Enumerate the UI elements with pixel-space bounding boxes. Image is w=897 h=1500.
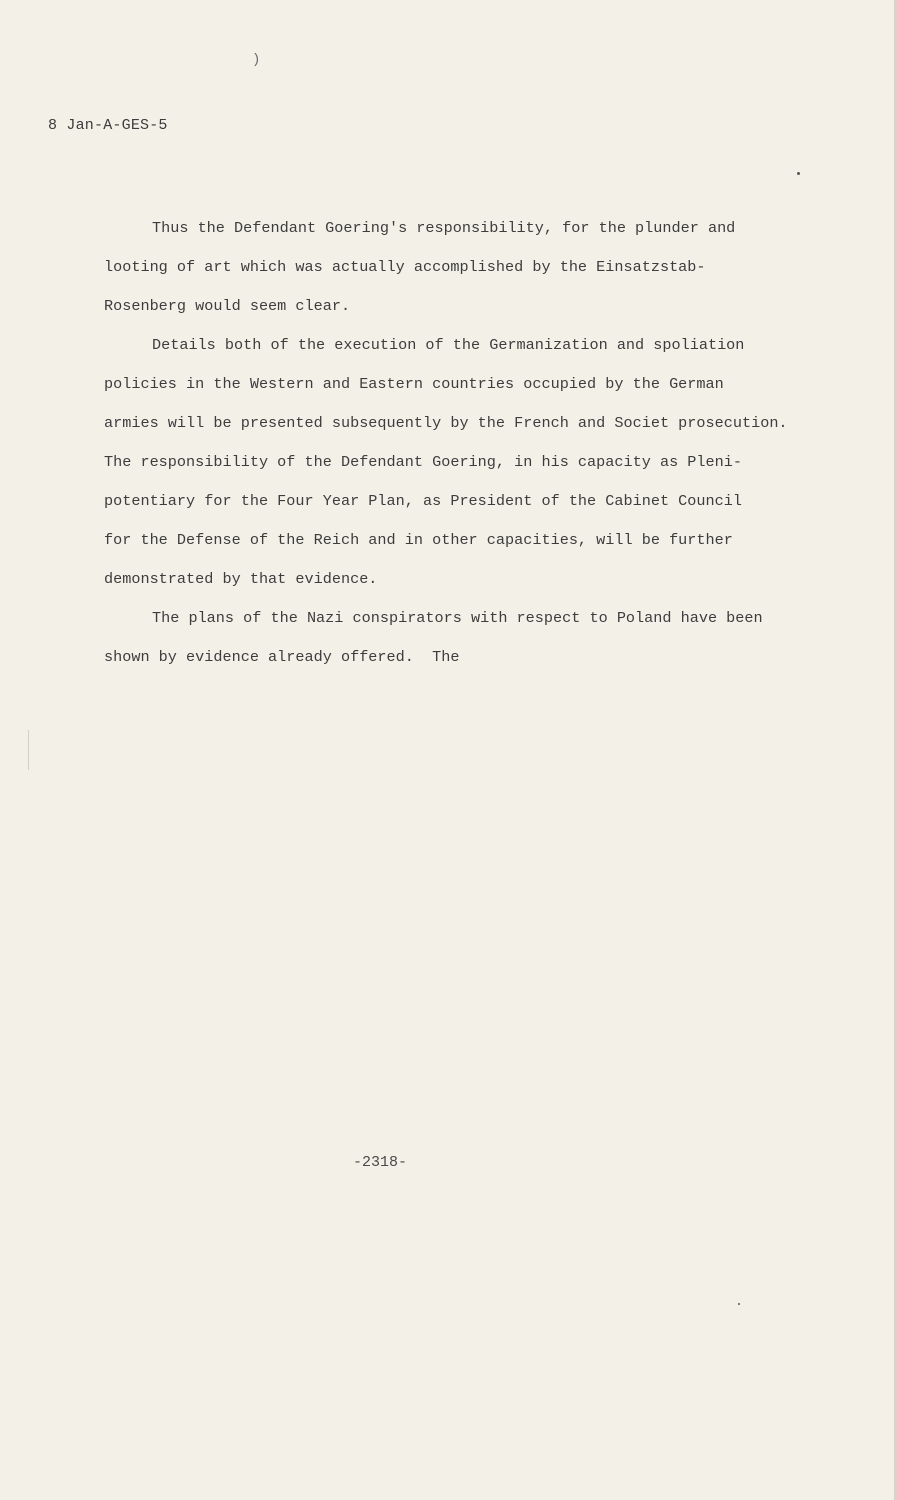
text-line: looting of art which was actually accomplished by the Einsatzstab- bbox=[104, 258, 706, 276]
paper-crease bbox=[28, 730, 29, 770]
page-number: -2318- bbox=[352, 1154, 407, 1171]
ink-speck bbox=[738, 1303, 740, 1305]
ink-speck bbox=[797, 172, 800, 175]
text-line: policies in the Western and Eastern countries occupied by the German bbox=[104, 375, 724, 393]
text-line: potentiary for the Four Year Plan, as President of the Cabinet Council bbox=[104, 492, 742, 510]
text-line: Rosenberg would seem clear. bbox=[104, 297, 351, 315]
text-line: The responsibility of the Defendant Goering, in his capacity as Pleni- bbox=[104, 453, 742, 471]
text-line: shown by evidence already offered. The bbox=[104, 648, 460, 666]
pencil-mark: ) bbox=[252, 52, 261, 68]
text-line: demonstrated by that evidence. bbox=[104, 570, 378, 588]
text-line: armies will be presented subsequently by the French and Societ prosecution. bbox=[104, 414, 788, 432]
text-line: Thus the Defendant Goering's responsibility, for the plunder and bbox=[152, 219, 736, 237]
document-body bbox=[104, 213, 834, 681]
text-line: The plans of the Nazi conspirators with respect to Poland have been bbox=[152, 609, 763, 627]
text-line: Details both of the execution of the Germanization and spoliation bbox=[152, 336, 745, 354]
document-reference: 8 Jan-A-GES-5 bbox=[48, 117, 168, 134]
text-line: for the Defense of the Reich and in other capacities, will be further bbox=[104, 531, 733, 549]
